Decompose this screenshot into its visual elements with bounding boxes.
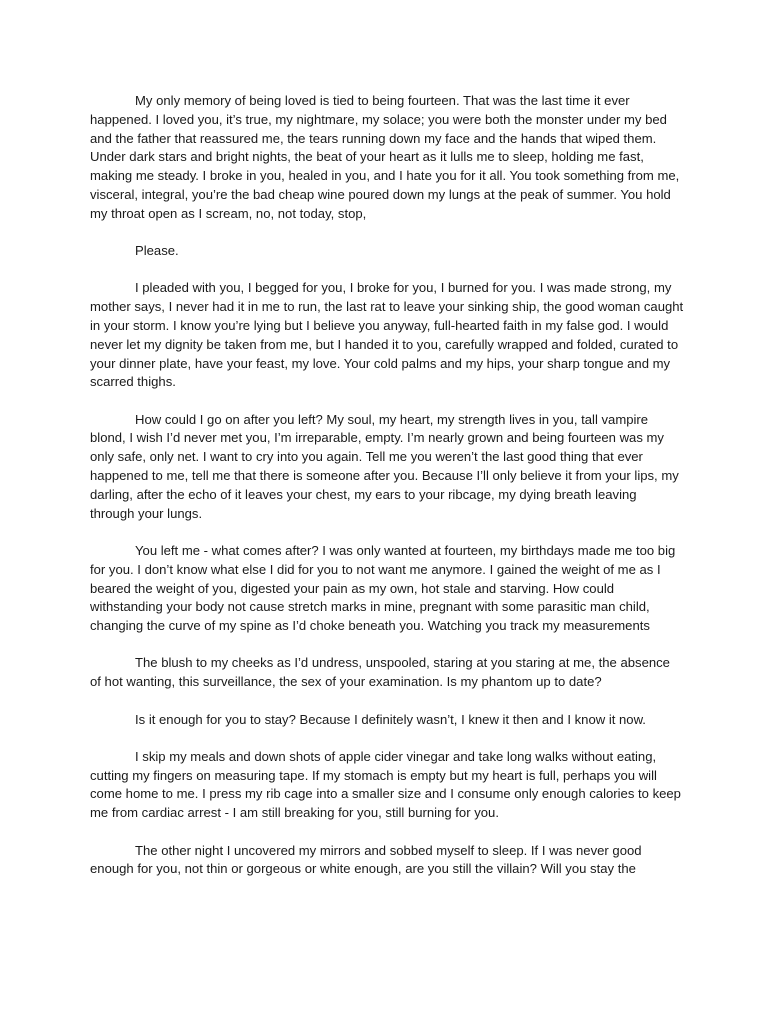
paragraph-3: I pleaded with you, I begged for you, I broke for you, I burned for you. I was made strong, my mother says, I never had it in me to run, the last rat to leave your sinking ship, the good woman caught in your storm. I know you’re lying but I believe you anyway, full-hearted faith in my false god. I would never let my dignity be taken from me, but I handed it to you, carefully wrapped and folded, curated to your dinner plate, have your feast, my love. Your cold palms and my hips, your sharp tongue and my scarred thighs. (90, 280, 684, 390)
paragraph-8: I skip my meals and down shots of apple cider vinegar and take long walks without eating, cutting my fingers on measuring tape. If my stomach is empty but my heart is full, perhaps you will come home to me. I press my rib cage into a smaller size and I consume only enough calories to keep me from cardiac arrest - I am still breaking for you, still burning for you. (90, 748, 681, 821)
paragraph-9: The other night I uncovered my mirrors and sobbed myself to sleep. If I was never good enough for you, not thin or gorgeous or white enough, are you still the villain? Will you stay the (90, 842, 642, 877)
paragraph-4: How could I go on after you left? My soul, my heart, my strength lives in you, tall vampire blond, I wish I’d never met you, I’m irreparable, empty. I’m nearly grown and being fourteen was my only safe, only net. I want to cry into you again. Tell me you weren’t the last good thing that ever happened to me, tell me that there is someone after you. Because I’ll only believe it from your lips, my darling, after the echo of it leaves your chest, my ears to your ribcage, my dying breath leaving through your lungs. (90, 411, 679, 521)
paragraph-7: Is it enough for you to stay? Because I definitely wasn’t, I knew it then and I know it now. (135, 711, 646, 727)
paragraph-2: Please. (135, 243, 179, 259)
paragraph-5: You left me - what comes after? I was only wanted at fourteen, my birthdays made me too big for you. I don’t know what else I did for you to not want me anymore. I gained the weight of me as I beared the weight of you, digested your pain as my own, hot stale and starving. How could withstanding your body not cause stretch marks in mine, pregnant with some parasitic man child, changing the curve of my spine as I’d choke beneath you. Watching you track my measurements (90, 542, 676, 634)
paragraph-1: My only memory of being loved is tied to being fourteen. That was the last time it ever happened. I loved you, it’s true, my nightmare, my solace; you were both the monster under my bed and the father that reassured me, the tears running down my face and the hands that wiped them. Under dark stars and bright nights, the beat of your heart as it lulls me to sleep, holding me fast, making me steady. I broke in you, healed in you, and I hate you for it all. You took something from me, visceral, integral, you’re the bad cheap wine poured down my lungs at the peak of summer. You hold my throat open as I scream, no, not today, stop, (90, 93, 680, 221)
paragraph-6: The blush to my cheeks as I’d undress, unspooled, staring at you staring at me, the absence of hot wanting, this surveillance, the sex of your examination. Is my phantom up to date? (90, 655, 670, 690)
